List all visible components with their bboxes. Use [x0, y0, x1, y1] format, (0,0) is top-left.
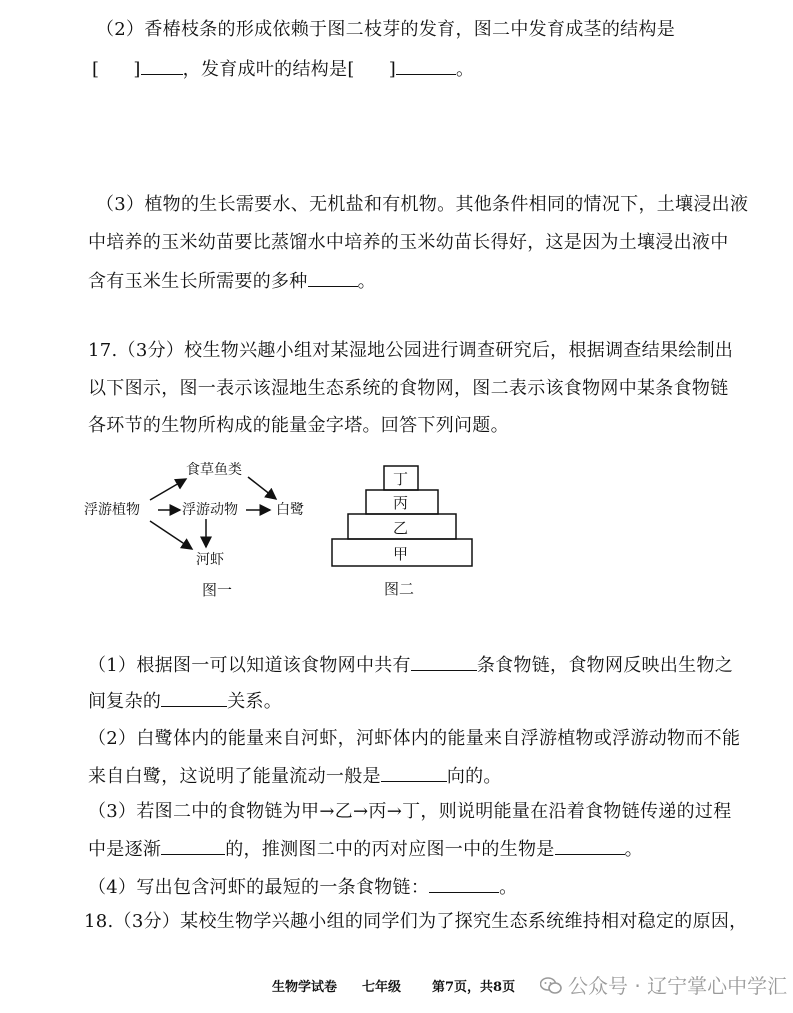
- q17-s1-text-d: 关系。: [227, 691, 283, 712]
- q17-s1-line2: [88, 688, 282, 714]
- q17-s2-text-b: 向的。: [446, 766, 502, 787]
- footer-subject: 生物学试卷: [272, 980, 338, 995]
- q16-part3-line1: （3）植物的生长需要水、无机盐和有机物。其他条件相同的情况下，土壤浸出液: [96, 194, 749, 215]
- pyramid-label-yi: 乙: [393, 519, 409, 537]
- watermark-text: 公众号 · 辽宁掌心中学汇: [568, 974, 788, 998]
- q17-s1-text-a: （1）根据图一可以知道该食物网中共有: [88, 655, 411, 676]
- food-web-figure: [80, 455, 320, 605]
- answer-blank-stem[interactable]: [141, 56, 183, 75]
- arrow-plant-to-fish: [150, 479, 186, 500]
- figure2-caption: 图二: [384, 580, 415, 598]
- q17-s1-line1: [88, 652, 733, 678]
- pyramid-label-bing: 丙: [393, 494, 409, 512]
- q17-s4-line: [88, 874, 517, 900]
- q17-stem-line1: 17.（3分）校生物兴趣小组对某湿地公园进行调查研究后，根据调查结果绘制出: [88, 340, 734, 361]
- node-plankton-plant: 浮游植物: [84, 502, 140, 518]
- arrow-plant-to-shrimp: [150, 521, 192, 549]
- bracket-close-1: ]: [133, 59, 141, 80]
- answer-blank-energy-trend[interactable]: [161, 836, 225, 855]
- answer-blank-organism[interactable]: [555, 836, 625, 855]
- node-plankton-animal: 浮游动物: [182, 502, 238, 518]
- period: 。: [499, 877, 518, 898]
- q17-s2-line2: [88, 763, 502, 789]
- answer-blank-food-chain[interactable]: [429, 874, 499, 893]
- q16-part3-line3: [88, 268, 376, 294]
- watermark: [540, 970, 787, 999]
- answer-blank-minerals[interactable]: [308, 268, 358, 287]
- q17-s3-text-b: 的，推测图二中的丙对应图一中的生物是: [225, 839, 555, 860]
- period: 。: [456, 59, 475, 80]
- q18-stem-line1: 18.（3分）某校生物学兴趣小组的同学们为了探究生态系统维持相对稳定的原因，: [84, 911, 748, 932]
- q17-s3-text-a: 中是逐渐: [88, 839, 162, 860]
- footer-grade: 七年级: [362, 980, 402, 995]
- q17-stem-line3: 各环节的生物所构成的能量金字塔。回答下列问题。: [88, 415, 509, 436]
- node-grass-carp: 食草鱼类: [186, 462, 242, 478]
- q17-s2-text-a: 来自白鹭，这说明了能量流动一般是: [88, 766, 381, 787]
- q17-s4-text: （4）写出包含河虾的最短的一条食物链：: [88, 877, 430, 898]
- arrow-fish-to-egret: [248, 477, 276, 499]
- q17-s2-line1: （2）白鹭体内的能量来自河虾，河虾体内的能量来自浮游植物或浮游动物而不能: [88, 728, 741, 749]
- q17-s1-text-b: 条食物链，食物网反映出生物之: [476, 655, 734, 676]
- node-shrimp: 河虾: [196, 552, 224, 568]
- pyramid-label-jia: 甲: [393, 545, 409, 563]
- answer-blank-direction[interactable]: [381, 763, 447, 782]
- period: 。: [624, 839, 643, 860]
- wechat-icon: [540, 976, 562, 994]
- energy-pyramid-figure: [330, 462, 475, 607]
- q16-part3-line2: 中培养的玉米幼苗要比蒸馏水中培养的玉米幼苗长得好，这是因为土壤浸出液中: [88, 232, 729, 253]
- answer-blank-chain-count[interactable]: [411, 652, 477, 671]
- figure1-caption: 图一: [202, 581, 233, 599]
- q17-s1-text-c: 间复杂的: [88, 691, 162, 712]
- q17-s3-line1: （3）若图二中的食物链为甲→乙→丙→丁，则说明能量在沿着食物链传递的过程: [88, 801, 732, 822]
- bracket-open-1: [: [92, 59, 100, 80]
- pyramid-label-ding: 丁: [393, 470, 409, 488]
- period: 。: [357, 271, 376, 292]
- answer-blank-relation[interactable]: [161, 688, 227, 707]
- q17-s3-line2: [88, 836, 643, 862]
- footer-page-number: 第7页，共8页: [432, 980, 516, 995]
- node-egret: 白鹭: [276, 502, 304, 518]
- q16-part2-line2: [92, 56, 474, 82]
- q16-part2-mid: ，发育成叶的结构是[: [182, 59, 355, 80]
- q16-part2-line1: （2）香椿枝条的形成依赖于图二枝芽的发育，图二中发育成茎的结构是: [96, 19, 676, 40]
- answer-blank-leaf[interactable]: [396, 56, 456, 75]
- q17-stem-line2: 以下图示，图一表示该湿地生态系统的食物网，图二表示该食物网中某条食物链: [88, 378, 729, 399]
- q16-part3-text: 含有玉米生长所需要的多种: [88, 271, 308, 292]
- bracket-close-2: ]: [388, 59, 397, 80]
